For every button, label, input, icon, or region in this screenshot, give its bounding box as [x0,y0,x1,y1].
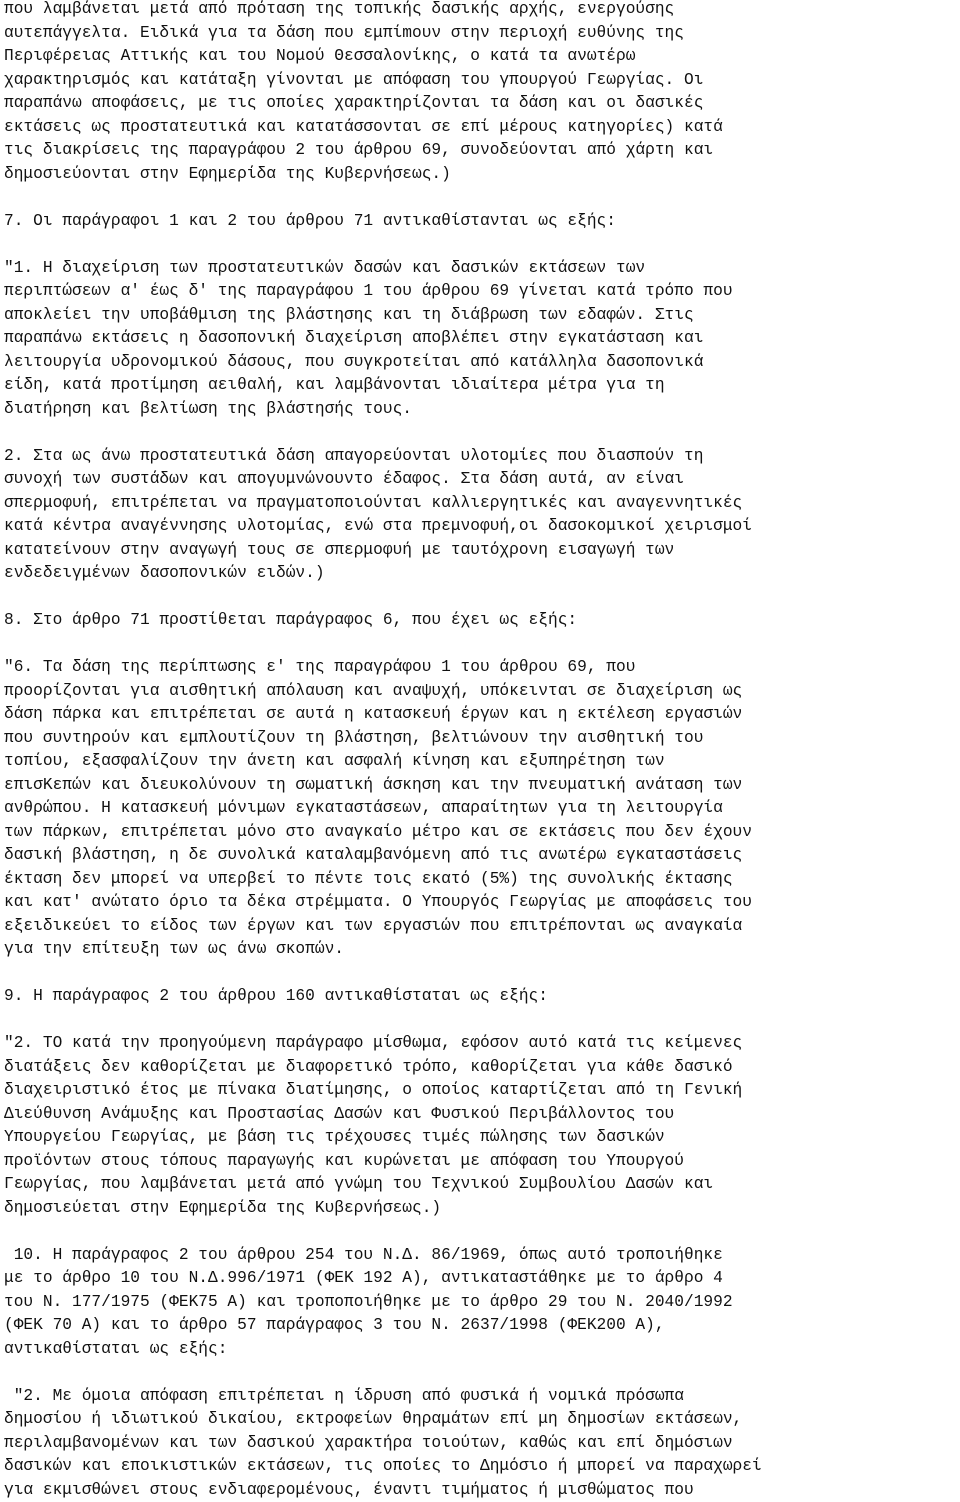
text-line: δημοσιεύονται στην Εφημερίδα της Κυβερνήσεως.) [4,164,451,183]
text-line: δημοσίου ή ιδιωτικού δικαίου, εκτροφείων θηραμάτων επί μη δημοσίων εκτάσεων, [4,1410,743,1428]
text-line: 2. Στα ως άνω προστατευτικά δάση απαγορεύονται υλοτομίες που διασπούν τη [4,446,704,465]
text-line: κατατείνουν στην αναγωγή τους σε σπερμοφυή με ταυτόχρονη εισαγωγή των [4,540,675,559]
text-line: αποκλείει την υποβάθμιση της βλάστησης και τη διάβρωση των εδαφών. Στις [4,305,694,324]
text-line: δασική βλάστηση, η δε συνολικά καταλαμβανόμενη από τις ανωτέρω εγκαταστάσεις [4,846,743,864]
text-line: δημοσιεύεται στην Εφημερίδα της Κυβερνήσεως.) [4,1198,442,1217]
text-line: των πάρκων, επιτρέπεται μόνο στο αναγκαίο μέτρο και σε εκτάσεις που δεν έχουν [4,822,752,841]
text-line: συνοχή των συστάδων και απογυμνώνουντο έδαφος. Στα δάση αυτά, αν είναι [4,470,684,488]
text-line: τις διακρίσεις της παραγράφου 2 του άρθρου 69, συνοδεύονται από χάρτη και [4,141,714,159]
paragraph-item-10-sub-2 [4,1385,958,1502]
document-page [4,0,958,1502]
paragraph-item-10 [4,1244,958,1362]
text-line: "6. Τα δάση της περίπτωσης ε' της παραγράφου 1 του άρθρου 69, που [4,658,636,676]
text-line: εξειδικεύει το είδος των έργων και των εργασιών που επιτρέπονται ως αναγκαία [4,916,743,935]
text-line: εκτάσεις ως προστατευτικά και κατατάσσονται σε επί μέρους κατηγορίες) κατά [4,117,723,136]
text-line: για εκμισθώνει στους ενδιαφερομένους, έναντι τιμήματος ή μισθώματος που [4,1480,694,1499]
text-line: παραπάνω αποφάσεις, με τις οποίες χαρακτηρίζονται τα δάση και οι δασικές [4,94,704,112]
text-line: Υπουργείου Γεωργίας, με βάση τις τρέχουσες τιμές πώλησης των δασικών [4,1128,665,1146]
text-line: έκταση δεν μπορεί να υπερβεί το πέντε τοις εκατό (5%) της συνολικής έκτασης [4,869,733,888]
paragraph-gap [4,962,958,986]
text-line: δάση πάρκα και επιτρέπεται σε αυτά η κατασκευή έργων και η εκτέλεση εργασιών [4,705,743,723]
text-line: που συντηρούν και εμπλουτίζουν τη βλάστηση, βελτιώνουν την αισθητική του [4,728,704,747]
text-line: είδη, κατά προτίμηση αειθαλή, και λαμβάνονται ιδιαίτερα μέτρα για τη [4,376,665,394]
text-line: του Ν. 177/1975 (ΦΕΚ75 Α) και τροποποιήθηκε με το άρθρο 29 του Ν. 2040/1992 [4,1292,733,1311]
text-line: λειτουργία υδρονομικού δάσους, που συγκροτείται από κατάλληλα δασοπονικά [4,352,704,371]
paragraph-item-7-sub-2 [4,445,958,586]
paragraph-item-9 [4,985,958,1009]
text-line: δασικών και εποικιστικών εκτάσεων, τις οποίες το Δημόσιο ή μπορεί να παραχωρεί [4,1457,762,1475]
paragraph-item-9-sub-2 [4,1032,958,1220]
text-line: Γεωργίας, που λαμβάνεται μετά από γνώμη του Τεχνικού Συμβουλίου Δασών και [4,1175,714,1193]
text-line: περιπτώσεων α' έως δ' της παραγράφου 1 του άρθρου 69 γίνεται κατά τρόπο που [4,282,733,300]
text-line: "2. Με όμοια απόφαση επιτρέπεται η ίδρυση από φυσικά ή νομικά πρόσωπα [4,1386,684,1405]
text-line: 10. Η παράγραφος 2 του άρθρου 254 του Ν.Δ. 86/1969, όπως αυτό τροποιήθηκε [4,1245,723,1264]
text-line: τοπίου, εξασφαλίζουν την άνετη και ασφαλή κίνηση και εξυπηρέτηση των [4,752,665,770]
text-line: ενδεδειγμένων δασοπονικών ειδών.) [4,564,325,582]
text-line: "1. Η διαχείριση των προστατευτικών δασών και δασικών εκτάσεων των [4,258,646,277]
text-line: περιλαμβανομένων και των δασικού χαρακτήρα τοιούτων, καθώς και επί δημόσιων [4,1433,733,1452]
text-line: επισKεπών και διευκολύνουν τη σωματική άσκηση και την πνευματική ανάταση των [4,775,743,794]
text-line: προορίζονται για αισθητική απόλαυση και αναψυχή, υπόκεινται σε διαχείριση ως [4,681,743,700]
paragraph-gap [4,233,958,257]
text-line: διαχειριστικό έτος με πίνακα διατίμησης, ο οποίος καταρτίζεται από τη Γενική [4,1081,743,1099]
paragraph-gap [4,421,958,445]
text-line: αντικαθίσταται ως εξής: [4,1339,228,1358]
paragraph-gap [4,586,958,610]
text-line: χαρακτηρισμός και κατάταξη γίνονται με απόφαση του γπουργού Γεωργίας. Οι [4,70,704,89]
paragraph-item-8-sub-6 [4,656,958,962]
text-line: παραπάνω εκτάσεις η δασοπονική διαχείριση αποβλέπει στην εγκατάσταση και [4,329,704,347]
paragraph-gap [4,1361,958,1385]
paragraph-gap [4,1220,958,1244]
text-line: με το άρθρο 10 του Ν.Δ.996/1971 (ΦΕΚ 192 Α), αντικαταστάθηκε με το άρθρο 4 [4,1269,723,1287]
text-line: 9. Η παράγραφος 2 του άρθρου 160 αντικαθίσταται ως εξής: [4,987,548,1005]
text-line: (ΦΕΚ 70 Α) και το άρθρο 57 παράγραφος 3 του Ν. 2637/1998 (ΦΕΚ200 Α), [4,1316,665,1334]
paragraph-gap [4,633,958,657]
text-line: 7. Οι παράγραφοι 1 και 2 του άρθρου 71 αντικαθίστανται ως εξής: [4,211,616,230]
text-line: διατήρηση και βελτίωση της βλάστησής τους. [4,399,412,418]
text-line: για την επίτευξη των ως άνω σκοπών. [4,940,344,958]
text-line: 8. Στο άρθρο 71 προστίθεται παράγραφος 6, που έχει ως εξής: [4,611,578,629]
text-line: κατά κέντρα αναγέννησης υλοτομίας, ενώ στα πρεμνοφυή,οι δασοκομικοί χειρισμοί [4,517,752,535]
text-line: διατάξεις δεν καθορίζεται με διαφορετικό τρόπο, καθορίζεται για κάθε δασικό [4,1057,733,1076]
text-line: ανθρώπου. Η κατασκευή μόνιμων εγκαταστάσεων, απαραίτητων για τη λειτουργία [4,799,723,817]
text-line: "2. ΤΟ κατά την προηγούμενη παράγραφο μίσθωμα, εφόσον αυτό κατά τις κείμενες [4,1034,743,1052]
text-line: Διεύθυνση Ανάμυξης και Προστασίας Δασών και Φυσικού Περιβάλλοντος του [4,1104,675,1123]
text-line: Περιφέρειας Αττικής και του Νομού Θεσσαλονίκης, ο κατά τα ανωτέρω [4,47,636,65]
text-line: και κατ' ανώτατο όριο τα δέκα στρέμματα. Ο Υπουργός Γεωργίας με αποφάσεις του [4,893,752,911]
paragraph-item-7 [4,210,958,234]
paragraph-gap [4,1009,958,1033]
paragraph-item-7-sub-1 [4,257,958,422]
text-line: προϊόντων στους τόπους παραγωγής και κυρώνεται με απόφαση του Υπουργού [4,1151,684,1170]
text-line: σπερμοφυή, επιτρέπεται να πραγματοποιούνται καλλιεργητικές και αναγεννητικές [4,493,743,512]
text-line: αυτεπάγγελτα. Ειδικά για τα δάση που εμπίmουν στην περιοχή ευθύνης της [4,23,684,42]
paragraph-gap [4,186,958,210]
paragraph-intro [4,0,958,186]
text-line: που λαμβάνεται μετά από πρόταση της τοπικής δασικής αρχής, ενεργούσης [4,0,675,18]
paragraph-item-8 [4,609,958,633]
